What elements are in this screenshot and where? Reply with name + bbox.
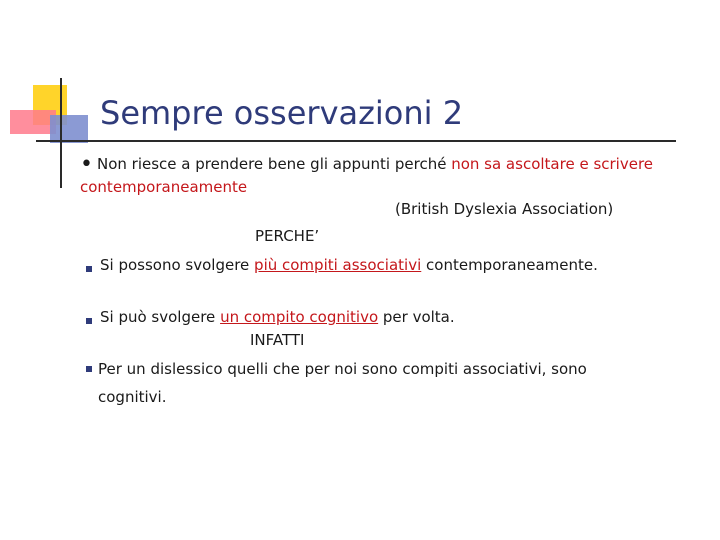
item-text: Si possono svolgere bbox=[100, 256, 255, 274]
slide-title: Sempre osservazioni 2 bbox=[100, 94, 464, 132]
perche-label: PERCHE’ bbox=[255, 227, 320, 245]
intro-text: Non riesce a prendere bene gli appunti perché bbox=[96, 155, 452, 173]
item-text: Si può svolgere bbox=[100, 308, 221, 326]
deco-vertical-line bbox=[60, 78, 62, 188]
title-underline bbox=[36, 140, 676, 142]
source-citation: (British Dyslexia Association) bbox=[395, 200, 614, 218]
list-item bbox=[100, 253, 660, 277]
item-emphasis: un compito cognitivo bbox=[220, 308, 379, 326]
item-text: contemporaneamente. bbox=[421, 256, 598, 274]
list-item: Per un dislessico quelli che per noi sono compiti associativi, sono cognitivi. bbox=[98, 360, 587, 406]
list-item bbox=[100, 305, 660, 329]
bullet-dot-icon: • bbox=[80, 152, 93, 177]
intro-emphasis: non sa ascoltare e scrivere contemporaneamente bbox=[80, 155, 654, 196]
item-emphasis: più compiti associativi bbox=[254, 256, 422, 274]
item-text: per volta. bbox=[378, 308, 455, 326]
square-bullet-icon bbox=[86, 366, 92, 372]
square-bullet-icon bbox=[86, 266, 92, 272]
intro-paragraph bbox=[80, 153, 660, 198]
infatti-label: INFATTI bbox=[250, 331, 305, 349]
deco-blue-square bbox=[50, 115, 88, 143]
square-bullet-icon bbox=[86, 318, 92, 324]
